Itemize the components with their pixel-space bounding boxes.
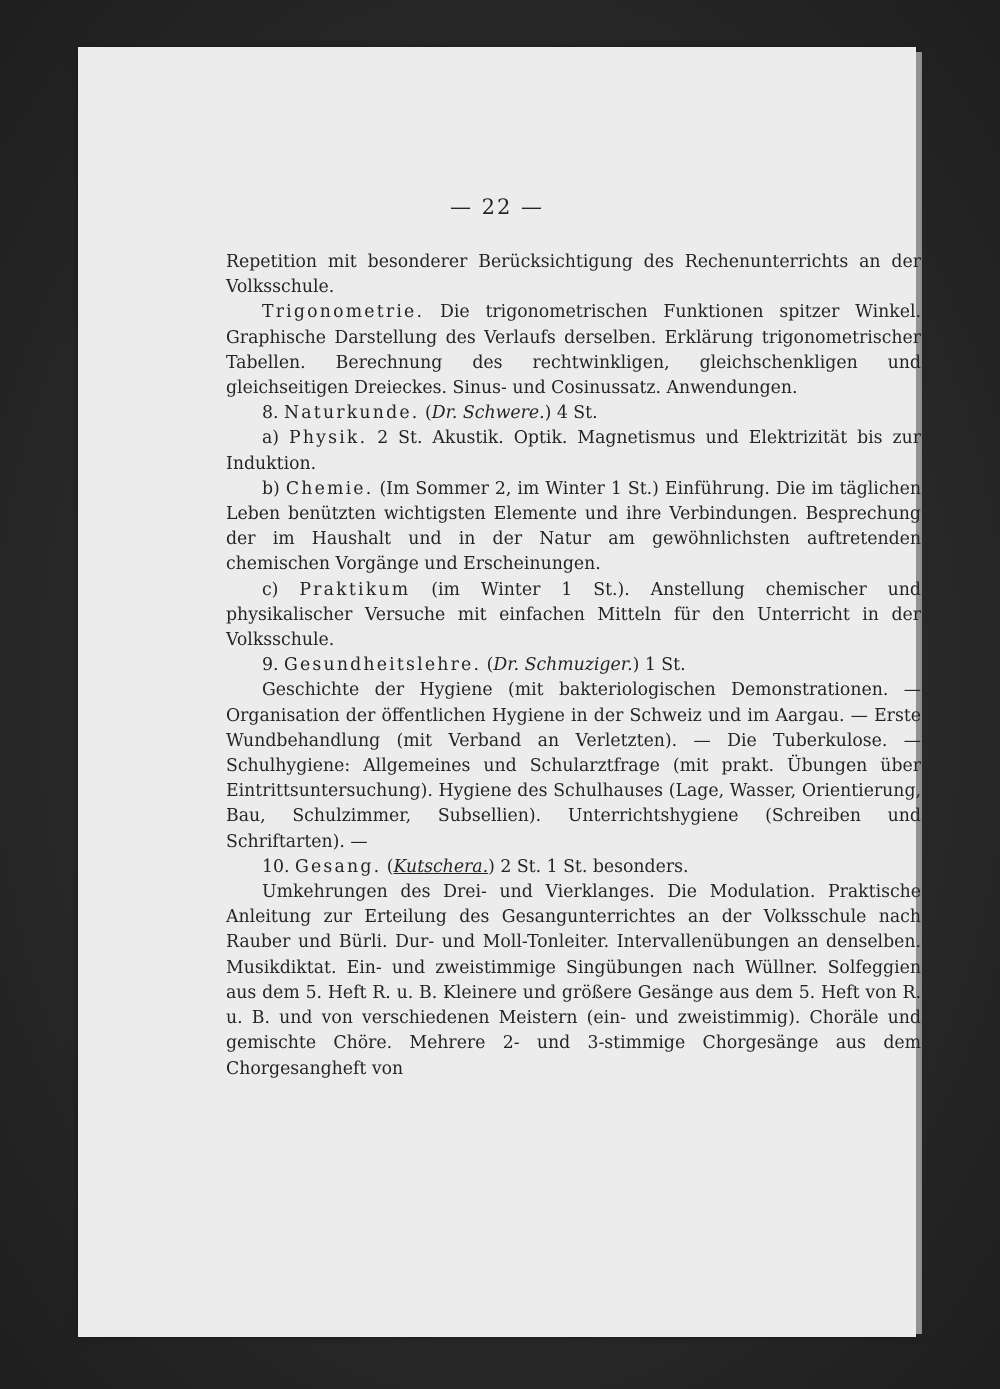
paragraph-repetition: [226, 250, 921, 300]
paren-open: (: [381, 856, 394, 877]
section-heading: Naturkunde.: [283, 403, 420, 424]
paragraph-text: (Im Sommer 2, im Winter 1 St.) Einführung. Die im täglichen Leben benützten wichtigsten Elemente und ihre Verbindungen. Besprechung der im Haushalt und in der Natur am gewöhnlichsten auftretenden chemischen Vorgänge und Erscheinungen.: [226, 478, 921, 575]
paragraph-praktikum: [226, 578, 921, 654]
teacher-name: Kutschera.: [393, 856, 489, 877]
section-heading: Physik.: [289, 428, 368, 449]
paren-open: (: [481, 655, 494, 676]
paragraph-gesang: [226, 855, 921, 880]
paragraph-chemie: [226, 477, 921, 578]
section-number: 9.: [262, 655, 284, 676]
paragraph-text: (im Winter 1 St.). Anstellung chemischer und physikalischer Versuche mit einfachen Mitteln für den Unterricht in der Volksschule.: [226, 579, 921, 651]
section-heading: Chemie.: [285, 478, 374, 499]
hours-text: ) 1 St.: [632, 655, 686, 676]
paragraph-text: Die trigonometrischen Funktionen spitzer Winkel. Graphische Darstellung des Verlaufs derselben. Erklärung trigonometrischer Tabellen. Berechnung des rechtwinkligen, gleichschenkligen und gleichseitigen Dreieckes. Sinus- und Cosinussatz. Anwendungen.: [226, 302, 921, 399]
teacher-name: Dr. Schmuziger.: [493, 655, 633, 676]
paren-open: (: [419, 403, 432, 424]
section-number: 10.: [262, 856, 295, 877]
hours-text: ) 4 St.: [544, 403, 598, 424]
paragraph-trigonometrie: [226, 300, 921, 401]
paragraph-text: Umkehrungen des Drei- und Vierklanges. Die Modulation. Praktische Anleitung zur Erteilung des Gesangunterrichtes an der Volksschule nach Rauber und Bürli. Dur- und Moll-Tonleiter. Intervallenübungen an denselben. Musikdiktat. Ein- und zweistimmige Singübungen nach Wüllner. Solfeggien aus dem 5. Heft R. u. B. Kleinere und größere Gesänge aus dem 5. Heft von R. u. B. und von verschiedenen Meistern (ein- und zweistimmig). Choräle und gemischte Chöre. Mehrere 2- und 3-stimmige Chorgesänge aus dem Chorgesangheft von: [226, 882, 921, 1079]
section-number: 8.: [262, 403, 284, 424]
paragraph-gesundheitslehre: [226, 653, 921, 678]
section-heading: Gesundheitslehre.: [283, 655, 482, 676]
document-page: [78, 47, 921, 1337]
paragraph-hygiene: [226, 678, 921, 854]
item-label: a): [262, 428, 289, 449]
paragraph-umkehrungen: [226, 880, 921, 1082]
section-heading: Praktikum: [299, 579, 411, 600]
section-heading: Trigonometrie.: [262, 302, 425, 323]
paragraph-physik: [226, 426, 921, 476]
paragraph-text: Geschichte der Hygiene (mit bakteriologischen Demonstrationen. — Organisation der öffentlichen Hygiene in der Schweiz und im Aargau. — Erste Wundbehandlung (mit Verband an Verletzten). — Die Tuberkulose. — Schulhygiene: Allgemeines und Schularztfrage (mit prakt. Übungen über Eintrittsuntersuchung). Hygiene des Schulhauses (Lage, Wasser, Orientierung, Bau, Schulzimmer, Subsellien). Unterrichtshygiene (Schreiben und Schriftarten). —: [226, 680, 921, 852]
paragraph-text: Repetition mit besonderer Berücksichtigung des Rechenunterrichts an der Volksschule.: [226, 252, 921, 298]
paragraph-naturkunde: [226, 401, 921, 426]
teacher-name: Dr. Schwere.: [431, 403, 545, 424]
hours-text: ) 2 St. 1 St. besonders.: [488, 856, 689, 877]
paragraph-text: 2 St. Akustik. Optik. Magnetismus und Elektrizität bis zur Induktion.: [226, 428, 921, 474]
body-text: [226, 250, 921, 1082]
item-label: c): [262, 579, 300, 600]
page-number: — 22 —: [449, 195, 545, 219]
item-label: b): [262, 478, 286, 499]
section-heading: Gesang.: [294, 856, 382, 877]
